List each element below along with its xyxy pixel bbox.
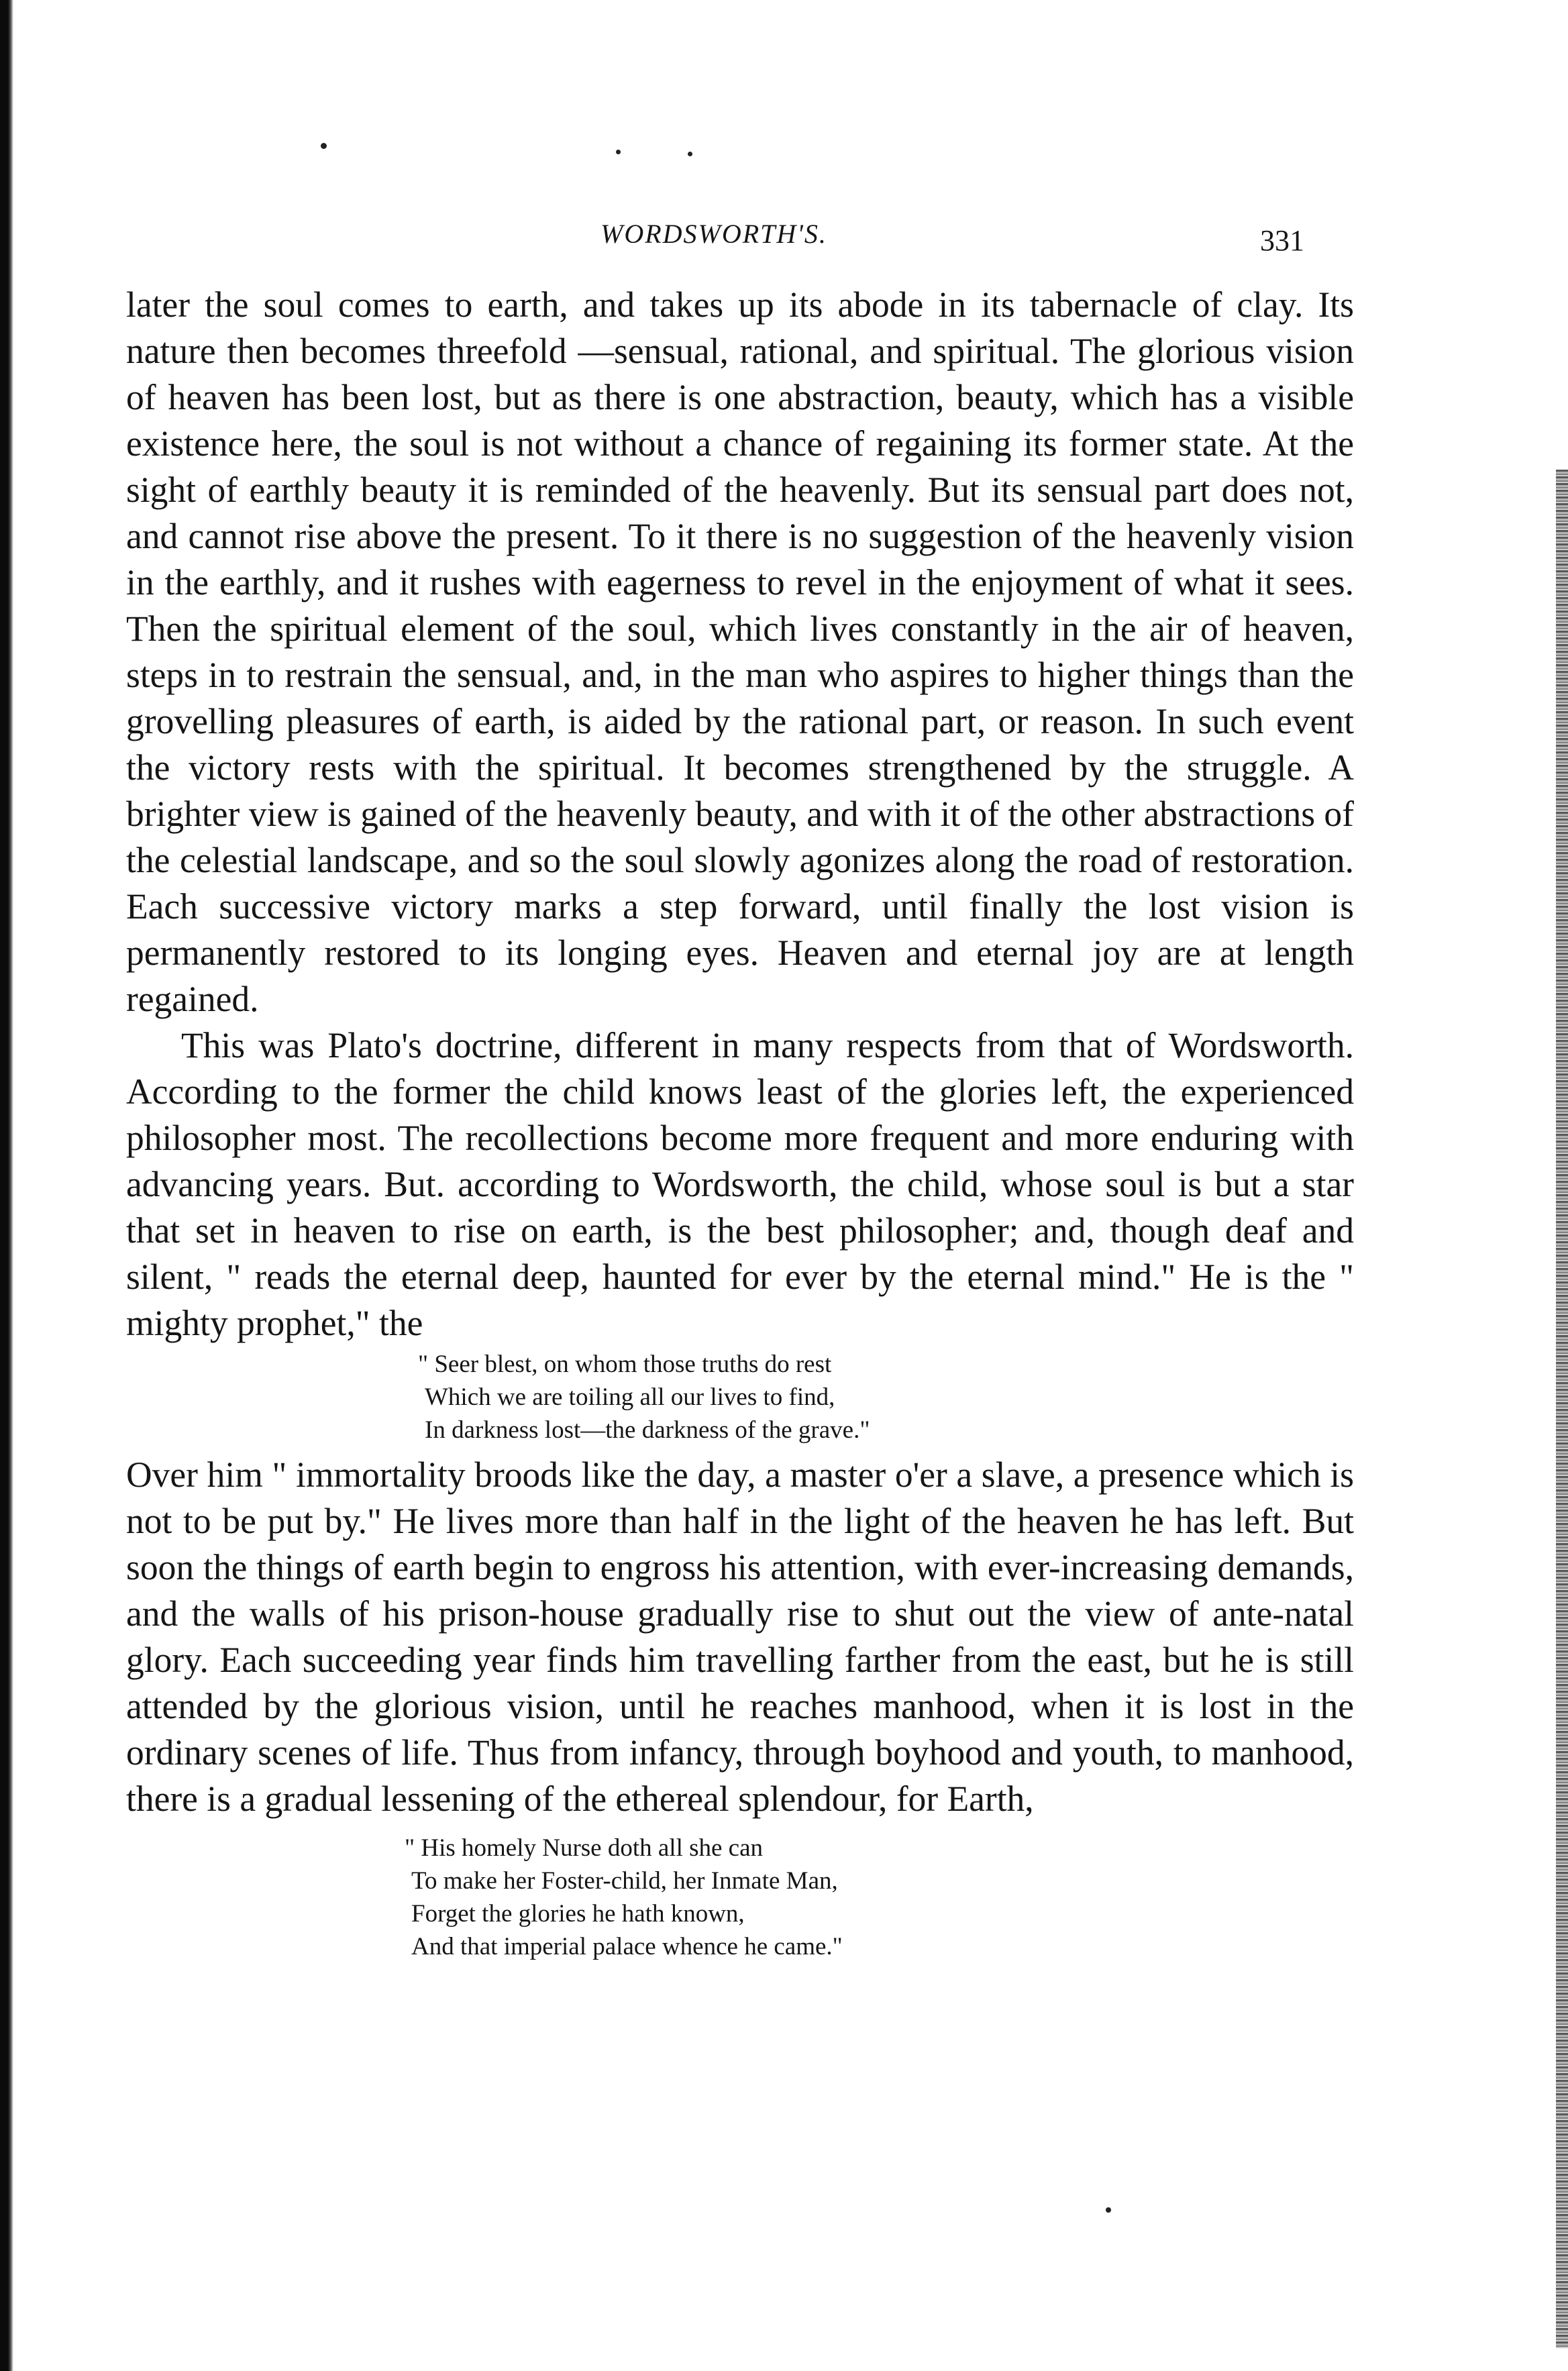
verse-quotation — [126, 1832, 1354, 1963]
verse-line: Which we are toiling all our lives to find, — [425, 1383, 835, 1411]
scan-speck — [321, 143, 327, 149]
body-paragraph: Over him " immortality broods like the day, a master o'er a slave, a presence which is not to be put by." He lives more than half in the light of the heaven he has left. But soon the things of earth begin to engross his attention, with ever-increasing demands, and the walls of his prison-house gradually rise to shut out the view of ante-natal glory. Each succeeding year finds him travelling farther from the east, but he is still attended by the glorious vision, until he reaches manhood, when it is lost in the ordinary scenes of life. Thus from infancy, through boyhood and youth, to manhood, there is a gradual lessening of the ethereal splendour, for Earth, — [126, 1455, 1354, 1819]
scan-speck — [616, 150, 621, 154]
verse-line: And that imperial palace whence he came." — [411, 1933, 843, 1960]
scan-speck — [688, 152, 692, 156]
body-paragraph: later the soul comes to earth, and takes up its abode in its tabernacle of clay. Its nature then becomes threefold —sensual, rational, and spiritual. The glorious vision of heaven has been lost, but as there is one abstraction, beauty, which has a visible existence here, the soul is not without a chance of regaining its former state. At the sight of earthly beauty it is reminded of the heavenly. But its sensual part does not, and cannot rise above the present. To it there is no suggestion of the heavenly vision in the earthly, and it rushes with eagerness to revel in the enjoyment of what it sees. Then the spiritual element of the soul, which lives constantly in the air of heaven, steps in to restrain the sensual, and, in the man who aspires to higher things than the grovelling pleasures of earth, is aided by the rational part, or reason. In such event the victory rests with the spiritual. It becomes strengthened by the struggle. A brighter view is gained of the heavenly beauty, and with it of the other abstractions of the celestial landscape, and so the soul slowly agonizes along the road of restoration. Each successive victory marks a step forward, until finally the lost vision is permanently restored to its longing eyes. Heaven and eternal joy are at length regained. — [126, 284, 1354, 1019]
body-paragraph: This was Plato's doctrine, different in many respects from that of Wordsworth. According to the former the child knows least of the glories left, the experienced philosopher most. The recollections become more frequent and more enduring with advancing years. But. according to Wordsworth, the child, whose soul is but a star that set in heaven to rise on earth, is the best philosopher; and, though deaf and silent, " reads the eternal deep, haunted for ever by the eternal mind." He is the " mighty prophet," the — [126, 1025, 1354, 1343]
verse-line: " Seer blest, on whom those truths do rest — [418, 1351, 832, 1378]
running-title: WORDSWORTH'S. — [600, 219, 827, 249]
verse-line: In darkness lost—the darkness of the grave." — [425, 1416, 870, 1444]
verse-line: To make her Foster-child, her Inmate Man, — [411, 1867, 838, 1895]
page-body — [126, 282, 1354, 1963]
page-header — [0, 218, 1568, 258]
scan-edge-left — [0, 0, 13, 2371]
verse-line: Forget the glories he hath known, — [411, 1900, 745, 1928]
verse-line: " His homely Nurse doth all she can — [405, 1834, 764, 1862]
scan-speck — [1106, 2207, 1111, 2213]
verse-quotation — [126, 1348, 1354, 1446]
page-number: 331 — [1260, 224, 1304, 257]
scan-edge-right — [1556, 470, 1568, 2348]
